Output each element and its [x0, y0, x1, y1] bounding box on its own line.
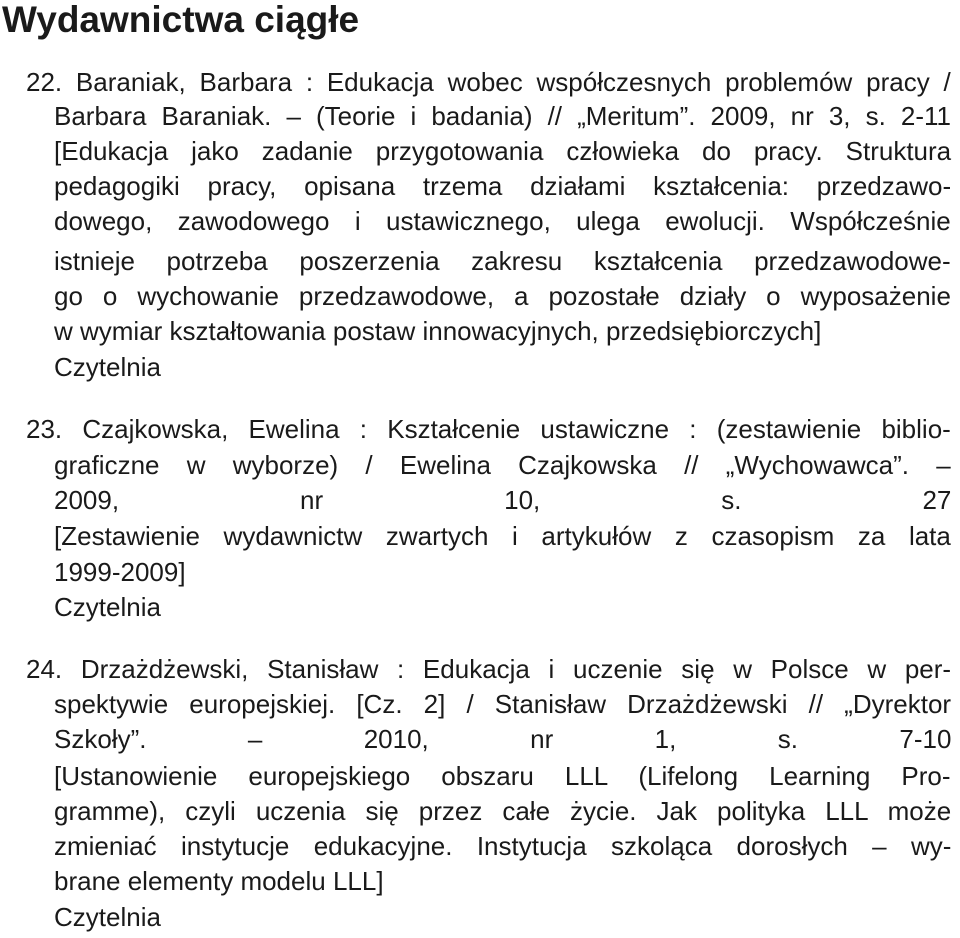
entry-line: 23. Czajkowska, Ewelina : Kształcenie ustawiczne : (zestawienie biblio- [26, 414, 951, 444]
location-label: Czytelnia [54, 592, 161, 622]
entry-line: Szkoły”. – 2010, nr 1, s. 7-10 [54, 724, 952, 754]
location-label: Czytelnia [54, 352, 161, 382]
entry-line: graficzne w wyborze) / Ewelina Czajkowska // „Wychowawca”. – [54, 450, 951, 480]
entry-line: Barbara Baraniak. – (Teorie i badania) // „Meritum”. 2009, nr 3, s. 2-11 [54, 101, 951, 131]
entry-line: 2009, nr 10, s. 27 [54, 485, 952, 515]
entry-line: zmieniać instytucje edukacyjne. Instytucja szkoląca dorosłych – wy- [54, 831, 952, 861]
entry-line: [Zestawienie wydawnictw zwartych i artykułów z czasopism za lata [54, 521, 951, 551]
entry-line: w wymiar kształtowania postaw innowacyjnych, przedsiębiorczych] [54, 316, 822, 346]
entry-line: [Edukacja jako zadanie przygotowania człowieka do pracy. Struktura [54, 136, 952, 166]
entry-line: 22. Baraniak, Barbara : Edukacja wobec współczesnych problemów pracy / [26, 67, 951, 97]
entry-line: pedagogiki pracy, opisana trzema działami kształcenia: przedzawo- [54, 171, 952, 201]
section-heading: Wydawnictwa ciągłe [2, 0, 360, 40]
entry-line: 24. Drzażdżewski, Stanisław : Edukacja i uczenie się w Polsce w per- [26, 654, 952, 684]
entry-line: gramme), czyli uczenia się przez całe życie. Jak polityka LLL może [54, 796, 952, 826]
entry-line: spektywie europejskiej. [Cz. 2] / Stanisław Drzażdżewski // „Dyrektor [54, 689, 952, 719]
entry-line: [Ustanowienie europejskiego obszaru LLL (Lifelong Learning Pro- [54, 761, 951, 791]
entry-line: istnieje potrzeba poszerzenia zakresu kształcenia przedzawodowe- [54, 246, 951, 276]
entry-line: brane elementy modelu LLL] [54, 866, 384, 896]
location-label: Czytelnia [54, 902, 161, 932]
entry-line: 1999-2009] [54, 557, 186, 587]
entry-line: dowego, zawodowego i ustawicznego, ulega ewolucji. Współcześnie [54, 206, 951, 236]
entry-line: go o wychowanie przedzawodowe, a pozostałe działy o wyposażenie [54, 281, 951, 311]
